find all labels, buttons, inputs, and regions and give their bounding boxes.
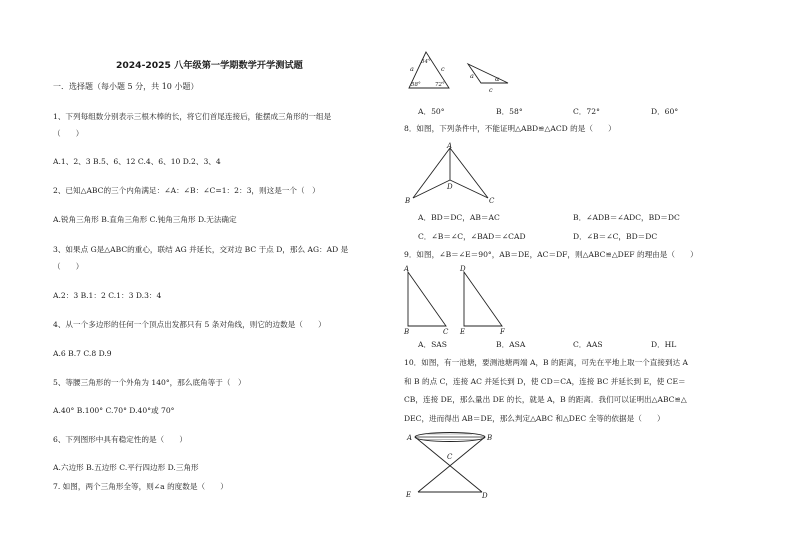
q10-line-1: 10．如图，有一池塘，要测池塘两端 A，B 的距离，可先在平地上取一个直接到达 A [404,358,689,367]
q8-figure [402,140,502,205]
q1-stem: 1、下列每组数分别表示三根木棒的长，将它们首尾连接后，能摆成三角形的一组是 [53,112,332,121]
q7-label-c: c [441,65,445,73]
q9-option-b: B．ASA [496,340,526,349]
q7-triangle-right [468,64,508,83]
q1-paren: （ ） [53,129,84,138]
q6-stem: 6、下列图形中具有稳定性的是（ ） [53,435,187,444]
q9-label-D: D [460,265,466,273]
q7-option-b: B．58° [496,107,523,116]
q9-label-F: F [500,328,505,336]
q8-option-c: C．∠B＝∠C，∠BAD＝∠CAD [418,232,526,241]
q10-line-3: CB，连接 DE，那么量出 DE 的长，就是 A，B 的距离．我们可以证明出△ABC≌△ [404,395,687,404]
q9-figure [402,264,512,339]
q7-figure [405,50,515,95]
q9-option-c: C．AAS [573,340,603,349]
q10-label-E: E [406,491,412,499]
q10-line-4: DEC，进而得出 AB＝DE，那么判定△ABC 和△DEC 全等的依据是（ ） [404,414,665,423]
q7-option-a: A．50° [418,107,445,116]
q7-angle-72: 72° [435,82,445,88]
q4-options: A.6 B.7 C.8 D.9 [53,349,112,358]
q8-label-A: A [447,142,453,150]
q5-options: A.40° B.100° C.70° D.40°或 70° [53,406,175,415]
q8-option-d: D．∠B＝∠C，BD＝DC [573,232,658,241]
q10-figure [402,428,502,498]
q7-stem: 7. 如图，两个三角形全等，则∠a 的度数是（ ） [53,482,228,491]
q7-angle-58: 58° [411,82,421,88]
q10-label-D: D [482,492,488,500]
q3-paren: （ ） [53,262,84,271]
q6-options: A.六边形 B.五边形 C.平行四边形 D.三角形 [53,463,199,472]
q10-label-A: A [407,434,413,442]
q9-stem: 9．如图，∠B＝∠E＝90°，AB＝DE，AC＝DF，则△ABC≌△DEF 的理由是（ ） [404,250,698,259]
q10-line-2: 和 B 的点 C，连接 AC 并延长到 D，使 CD＝CA，连接 BC 并延长到 E，使 CE＝ [404,377,686,386]
q3-options: A.2：3 B.1：2 C.1：3 D.3：4 [53,291,162,300]
q9-label-E: E [460,328,466,336]
q8-option-a: A．BD＝DC，AB＝AC [418,213,500,222]
q9-option-d: D．HL [651,340,677,349]
q1-options: A.1、2、3 B.5、6、12 C.4、6、10 D.2、3、4 [53,157,221,166]
q8-stem: 8．如图，下列条件中，不能证明△ABD≌△ACD 的是（ ） [404,124,616,133]
q8-label-D: D [447,183,453,191]
q2-options: A.锐角三角形 B.直角三角形 C.钝角三角形 D.无法确定 [53,215,237,224]
q7-label-a: a [410,65,414,73]
section-heading: 一．选择题（每小题 5 分，共 10 小题） [53,82,199,91]
q7-label-alpha: α [495,75,500,83]
q8-option-b: B．∠ADB＝∠ADC，BD＝DC [573,213,680,222]
q8-label-B: B [405,197,411,205]
q4-stem: 4、从一个多边形的任何一个顶点出发都只有 5 条对角线，则它的边数是（ ） [53,320,326,329]
q9-label-A: A [404,265,410,273]
q10-label-B: B [487,434,493,442]
q7-option-d: D．60° [651,107,679,116]
q7-label-c2: c [489,86,493,94]
q9-label-B: B [404,328,410,336]
q10-label-C: C [447,453,453,461]
page-title: 2024-2025 八年级第一学期数学开学测试题 [116,60,303,71]
q9-triangle-abc [408,272,446,326]
q7-option-c: C．72° [573,107,600,116]
q7-angle-54: 54° [421,59,431,65]
q7-label-a2: a [470,72,474,80]
q3-stem: 3、如果点 G是△ABC的重心，联结 AG 并延长，交对边 BC 于点 D，那么 AG：AD 是 [53,245,349,254]
q5-stem: 5、等腰三角形的一个外角为 140°，那么底角等于（ ） [53,378,246,387]
q9-triangle-def [464,272,502,326]
q9-label-C: C [443,328,449,336]
q2-stem: 2、已知△ABC的三个内角满足：∠A：∠B：∠C=1：2：3，则这是一个（ ） [53,186,320,195]
q9-option-a: A．SAS [418,340,447,349]
q8-label-C: C [489,197,495,205]
